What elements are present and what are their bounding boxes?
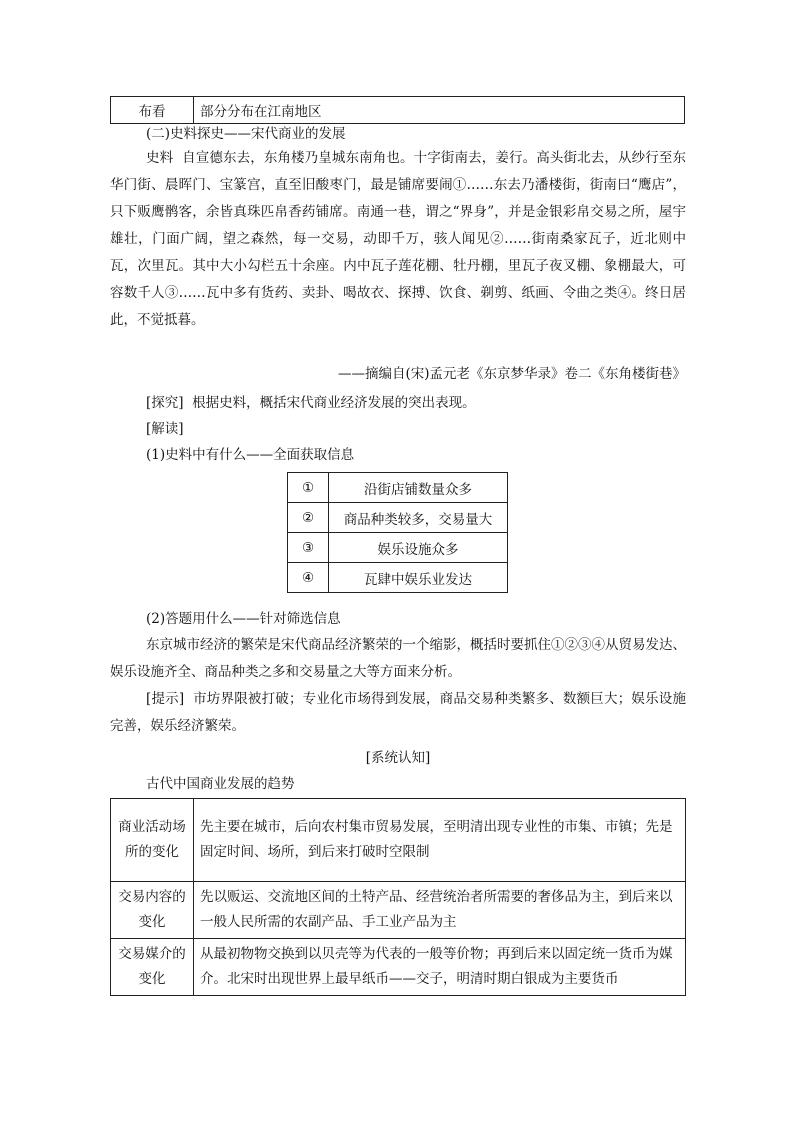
top-table-label: 布看 [111, 97, 194, 124]
explore-label: [探究] [146, 395, 184, 411]
table-row [288, 533, 508, 563]
trend-text: 先主要在城市，后向农村集市贸易发展，至明清出现专业性的市集、市镇；先是固定时间、场所，到后来打破时空限制 [194, 799, 686, 882]
hint-paragraph [110, 686, 686, 740]
step1-title: (1)史料中有什么——全面获取信息 [146, 447, 355, 463]
table-row [288, 563, 508, 593]
table-row [111, 939, 686, 996]
table-row [111, 799, 686, 882]
info-text: 瓦肆中娱乐业发达 [329, 563, 508, 593]
source-paragraph [110, 145, 686, 334]
explore-line [146, 390, 686, 417]
trend-title: 古代中国商业发展的趋势 [146, 776, 295, 792]
info-num: ③ [288, 533, 329, 563]
info-text: 商品种类较多，交易量大 [329, 503, 508, 533]
trend-label: 交易内容的变化 [111, 882, 194, 939]
table-row [111, 97, 685, 124]
table-row [288, 503, 508, 533]
trend-table [110, 798, 686, 996]
info-table [287, 472, 508, 593]
info-num: ① [288, 473, 329, 503]
trend-label: 交易媒介的变化 [111, 939, 194, 996]
hint-text: 市坊界限被打破；专业化市场得到发展，商品交易种类繁多、数额巨大；娱乐设施完善，娱乐经济繁荣。 [110, 691, 686, 734]
table-row [111, 882, 686, 939]
info-text: 沿街店铺数量众多 [329, 473, 508, 503]
info-num: ④ [288, 563, 329, 593]
explore-text: 根据史料，概括宋代商业经济发展的突出表现。 [192, 395, 476, 411]
top-table-value: 部分分布在江南地区 [194, 97, 685, 124]
source-label: 史料 [146, 150, 174, 166]
trend-text: 先以贩运、交流地区间的土特产品、经营统治者所需要的奢侈品为主，到后来以一般人民所需的农副产品、手工业产品为主 [194, 882, 686, 939]
info-text: 娱乐设施众多 [329, 533, 508, 563]
source-text: 自宣德东去，东角楼乃皇城东南角也。十字街南去，姜行。高头街北去，从纱行至东华门街、晨晖门、宝篆宫，直至旧酸枣门，最是铺席要闹①……东去乃潘楼街，街南曰“鹰店”，只下贩鹰鹘客，余皆真珠匹帛香药铺席。南通一巷，谓之“界身”，并是金银彩帛交易之所，屋宇雄壮，门面广阔，望之森然，每一交易，动即千万，骇人闻见②……街南桑家瓦子，近北则中瓦，次里瓦。其中大小勾栏五十余座。内中瓦子莲花棚、牡丹棚，里瓦子夜叉棚、象棚最大，可容数千人③……瓦中多有货药、卖卦、喝故衣、探搏、饮食、剃剪、纸画、令曲之类④。终日居此，不觉抵暮。 [110, 150, 686, 328]
step2-text: 东京城市经济的繁荣是宋代商品经济繁荣的一个缩影，概括时要抓住①②③④从贸易发达、娱乐设施齐全、商品种类之多和交易量之大等方面来分析。 [110, 637, 686, 680]
source-passage [110, 145, 686, 334]
top-table [110, 96, 685, 124]
trend-label: 商业活动场所的变化 [111, 799, 194, 882]
table-row [288, 473, 508, 503]
section-two-title: (二)史料探史——宋代商业的发展 [146, 126, 346, 142]
info-num: ② [288, 503, 329, 533]
system-title: [系统认知] [365, 750, 431, 766]
interpret-label: [解读] [146, 421, 184, 437]
source-citation: ——摘编自(宋)孟元老《东京梦华录》卷二《东角楼街巷》 [337, 366, 686, 382]
trend-text: 从最初物物交换到以贝壳等为代表的一般等价物；再到后来以固定统一货币为媒介。北宋时出现世界上最早纸币——交子，明清时期白银成为主要货币 [194, 939, 686, 996]
hint-label: [提示] [146, 691, 185, 707]
step2-title: (2)答题用什么——针对筛选信息 [146, 611, 341, 627]
